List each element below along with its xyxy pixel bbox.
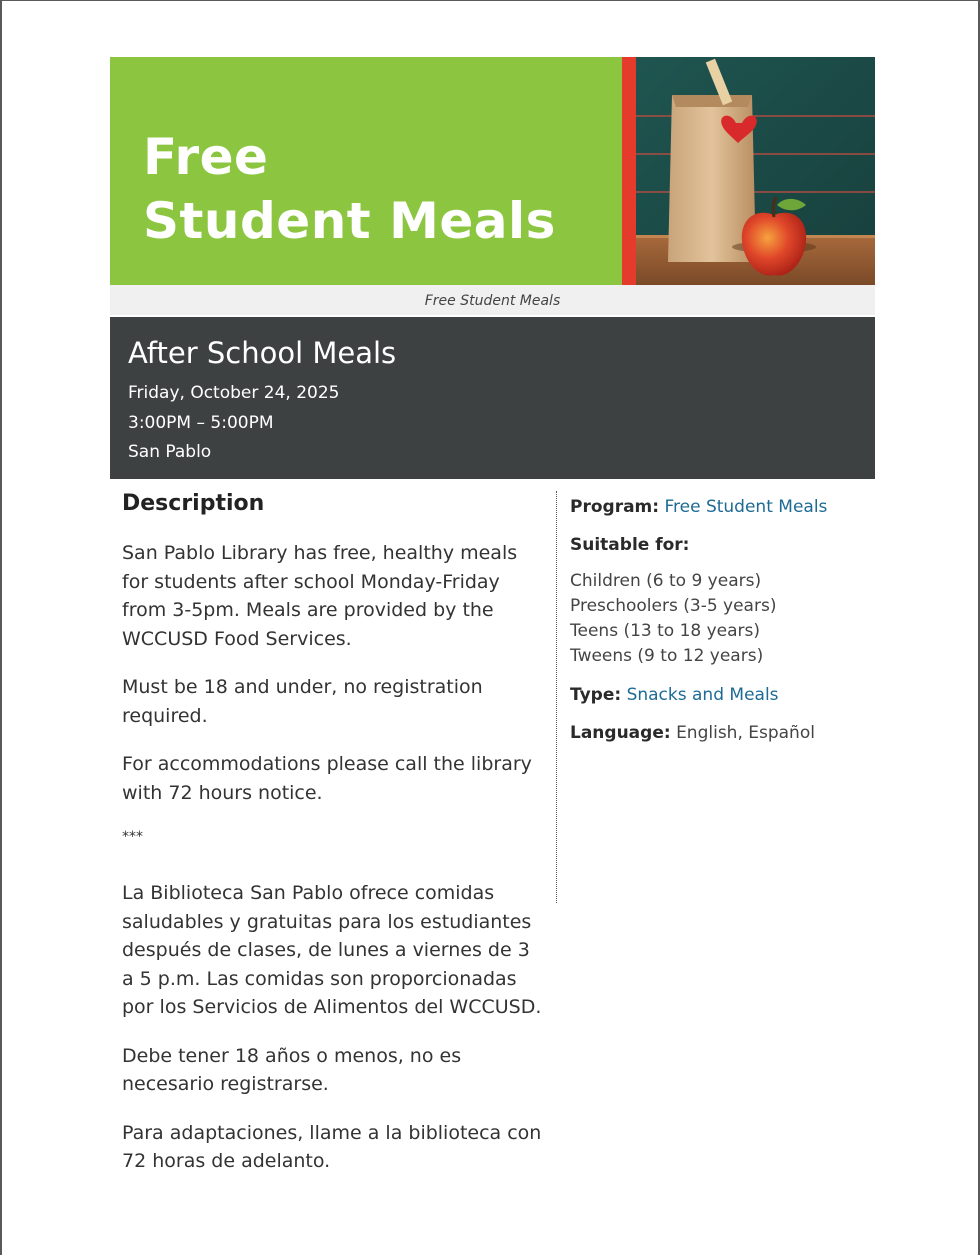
event-banner: [110, 57, 875, 285]
type-link[interactable]: Snacks and Meals: [626, 685, 779, 705]
event-title: After School Meals: [128, 336, 397, 370]
language-row: [570, 721, 870, 745]
event-header: [110, 317, 875, 479]
suitable-item: Teens (13 to 18 years): [570, 621, 761, 641]
description-paragraph: La Biblioteca San Pablo ofrece comidas saludables y gratuitas para los estudiantes después de clases, de lunes a viernes de 3 a 5 p.m. Las comidas son proporcionadas por los Servicios de Alimentos del WCCUSD.: [122, 882, 542, 1018]
suitable-item: Tweens (9 to 12 years): [570, 646, 764, 666]
program-label: Program:: [570, 497, 660, 517]
event-time: 3:00PM – 5:00PM: [128, 413, 274, 433]
description-paragraph: San Pablo Library has free, healthy meals for students after school Monday-Friday from 3-5pm. Meals are provided by the WCCUSD Food Services.: [122, 542, 518, 650]
program-link[interactable]: Free Student Meals: [664, 497, 828, 517]
event-location: San Pablo: [128, 442, 212, 462]
description-heading: Description: [122, 491, 265, 516]
language-value: English, Español: [676, 723, 815, 743]
banner-red-stripe: [622, 57, 636, 285]
suitable-label: Suitable for:: [570, 535, 690, 555]
type-row: [570, 683, 870, 707]
description-paragraph: Para adaptaciones, llame a la biblioteca con 72 horas de adelanto.: [122, 1121, 542, 1172]
type-label: Type:: [570, 685, 622, 705]
event-details-sidebar: [570, 495, 870, 759]
description-section: [122, 489, 542, 1196]
suitable-item: Children (6 to 9 years): [570, 571, 762, 591]
description-paragraph: Debe tener 18 años o menos, no es necesario registrarse.: [122, 1044, 462, 1095]
program-row: [570, 495, 870, 519]
lunch-bag-apple-photo: [636, 57, 875, 285]
banner-caption: Free Student Meals: [110, 285, 875, 315]
banner-title-line1: Free: [143, 128, 269, 186]
description-separator: ***: [122, 829, 143, 845]
banner-title-line2: Student Meals: [143, 192, 556, 250]
event-date: Friday, October 24, 2025: [128, 383, 340, 403]
banner-title: [143, 125, 556, 253]
description-paragraph: Must be 18 and under, no registration required.: [122, 676, 483, 727]
suitable-item: Preschoolers (3-5 years): [570, 596, 777, 616]
column-divider: [556, 491, 557, 903]
suitable-list: [570, 569, 870, 669]
suitable-row: [570, 533, 870, 557]
description-paragraph: For accommodations please call the library with 72 hours notice.: [122, 753, 532, 804]
language-label: Language:: [570, 723, 671, 743]
